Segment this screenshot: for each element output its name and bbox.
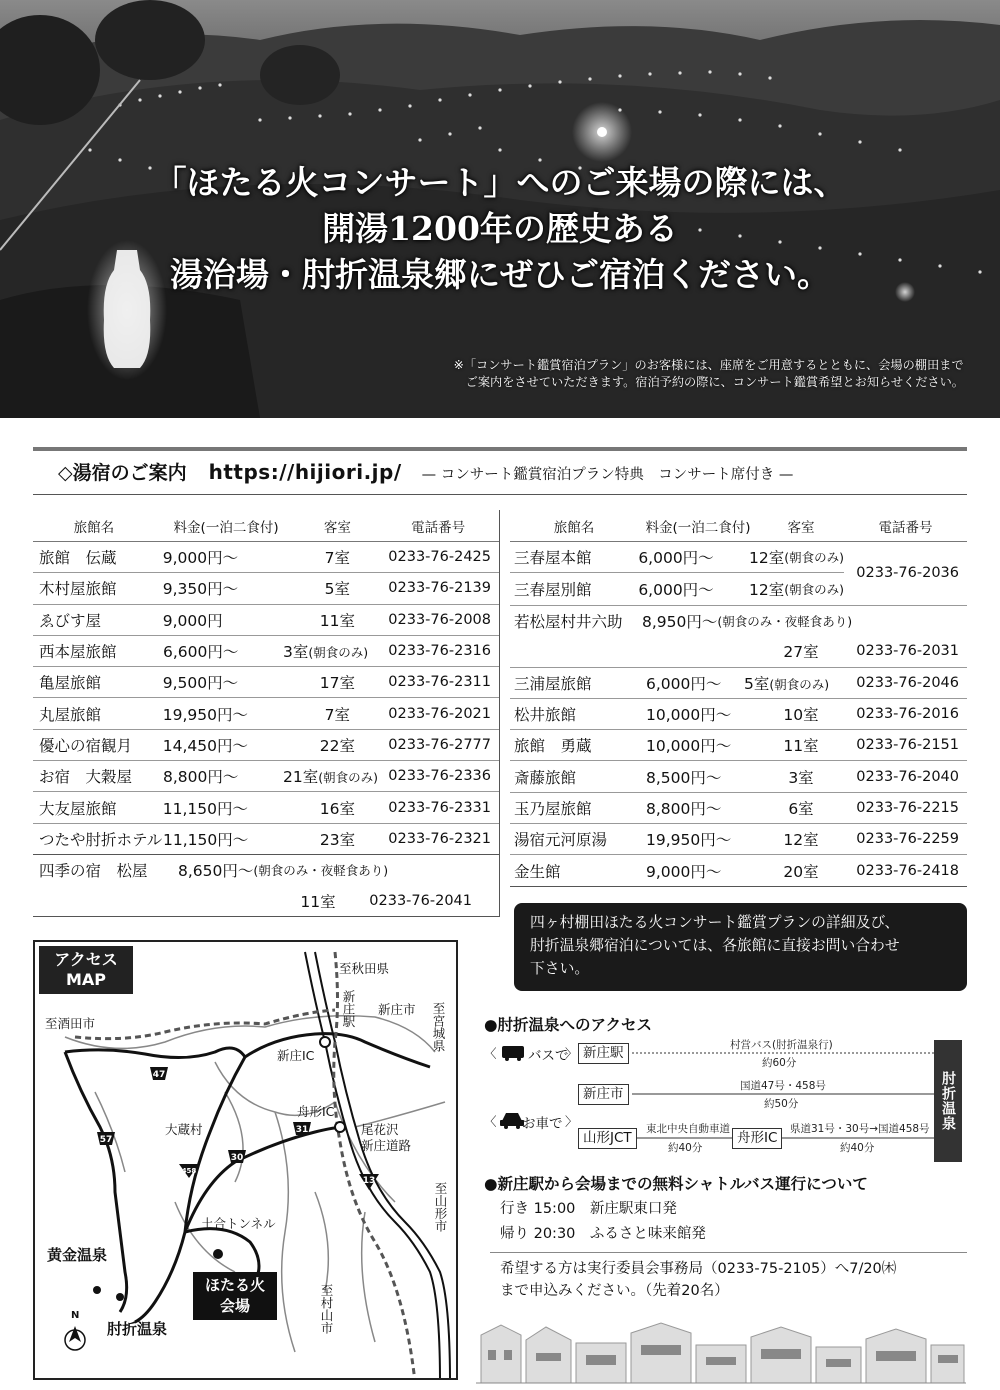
inn-price: 6,000円〜 xyxy=(646,674,722,693)
inn-name: 若松屋村井六助 xyxy=(514,612,623,631)
inn-tel: 0233-76-2777 xyxy=(388,736,491,753)
inn-rooms: 11室 xyxy=(300,892,336,911)
header-price: 料金(一泊二食付) xyxy=(173,519,279,536)
inn-name: 斎藤旅館 xyxy=(514,768,577,787)
map-label-shinjo-ic: 新庄IC xyxy=(277,1048,315,1063)
map-label-funagata-ic: 舟形IC xyxy=(297,1104,335,1119)
inn-name: 優心の宿観月 xyxy=(39,736,133,755)
inn-tel: 0233-76-2321 xyxy=(388,830,491,847)
inn-table-header xyxy=(33,510,499,542)
shinjo-station-box: 新庄駅 xyxy=(578,1043,629,1064)
inn-name: 三春屋別館 xyxy=(514,580,592,599)
inn-price: 9,000円〜 xyxy=(646,862,722,881)
inn-rooms: 12室 xyxy=(783,831,819,850)
apply-line-2: まで申込みください。（先着20名） xyxy=(500,1283,729,1299)
inn-rooms-with-note xyxy=(283,765,377,787)
city-route-text: 国道47号・458号 xyxy=(740,1080,826,1092)
shuttle-back: 帰り 20:30 ふるさと味来館発 xyxy=(500,1226,706,1242)
shinjo-city-box: 新庄市 xyxy=(578,1084,629,1105)
inn-table-right xyxy=(510,510,967,887)
shuttle-times xyxy=(500,1197,706,1247)
inn-name: 湯宿元河原湯 xyxy=(514,831,608,850)
bus-open-bracket: 〈 xyxy=(484,1046,497,1061)
inn-note: (朝食のみ・夜軽食あり) xyxy=(717,613,853,629)
route-57-label: 57 xyxy=(99,1135,113,1145)
header-tel: 電話番号 xyxy=(878,519,933,536)
inn-price: 8,650円〜 xyxy=(178,862,254,881)
inn-price: 11,150円〜 xyxy=(163,830,249,849)
section-top-bar xyxy=(33,447,967,451)
inn-name: 木村屋旅館 xyxy=(39,580,117,599)
hero-headline-line-1: 「ほたる火コンサート」へのご来場の際には、 xyxy=(153,163,847,202)
table-row xyxy=(510,761,967,792)
table-row xyxy=(33,792,499,823)
table-row xyxy=(33,636,499,667)
shuttle-title: ●新庄駅から会場までの無料シャトルバス運行について xyxy=(484,1175,868,1193)
table-row xyxy=(33,605,499,636)
map-label-okura: 大蔵村 xyxy=(165,1122,203,1137)
inn-price: 10,000円〜 xyxy=(646,737,732,756)
hero-note-line-1: ※「コンサート鑑賞宿泊プラン」のお客様には、座席をご用意するとともに、会場の棚田まで xyxy=(453,358,964,372)
table-row xyxy=(510,699,967,730)
inn-tel: 0233-76-2008 xyxy=(388,611,491,628)
table-row-line-1 xyxy=(33,859,499,881)
inn-rooms: 3室 xyxy=(283,643,309,662)
inn-rooms: 27室 xyxy=(783,643,819,662)
table-row xyxy=(510,824,967,855)
map-badge-line-2: MAP xyxy=(65,970,107,989)
inn-price: 9,000円〜 xyxy=(162,549,239,568)
inn-name: ゑびす屋 xyxy=(39,611,102,630)
venue-label xyxy=(193,1272,277,1320)
bus-close-bracket: 〉 xyxy=(565,1046,578,1061)
table-row xyxy=(510,793,967,824)
map-label-akita: 至秋田県 xyxy=(339,961,390,976)
inn-section-subtitle: — コンサート鑑賞宿泊プラン特典 コンサート席付き — xyxy=(421,467,794,483)
inn-name: 丸屋旅館 xyxy=(39,705,102,724)
inn-tel: 0233-76-2331 xyxy=(388,799,491,816)
inn-rooms: 12室 xyxy=(749,549,785,568)
inn-name: 玉乃屋旅館 xyxy=(514,799,592,818)
apply-line-1: 希望する方は実行委員会事務局（0233-75-2105）へ7/20㈭ xyxy=(500,1261,897,1277)
access-title: ●肘折温泉へのアクセス xyxy=(484,1016,653,1034)
inn-price: 10,000円〜 xyxy=(646,706,732,725)
inn-table-left xyxy=(33,510,500,917)
table-row xyxy=(33,698,499,729)
inn-name: 松井旅館 xyxy=(514,706,577,725)
inn-note: (朝食のみ) xyxy=(308,645,369,661)
shuttle-divider xyxy=(490,1252,967,1253)
inn-tel: 0233-76-2336 xyxy=(388,768,491,785)
inn-name: 旅館 伝蔵 xyxy=(39,549,117,568)
table-row xyxy=(510,542,844,573)
bus-route-text: 村営バス(肘折温泉行) xyxy=(730,1039,833,1051)
ic-time-text: 約40分 xyxy=(840,1142,875,1154)
table-row xyxy=(33,730,499,761)
map-label-sakata: 至酒田市 xyxy=(45,1016,96,1031)
inn-rooms: 3室 xyxy=(788,768,814,787)
inn-tel: 0233-76-2021 xyxy=(388,705,491,722)
yamagata-jct-box: 山形JCT xyxy=(578,1128,637,1149)
inn-rooms: 22室 xyxy=(319,736,355,755)
map-label-hijiori-onsen: 肘折温泉 xyxy=(107,1320,168,1338)
inn-price: 9,500円〜 xyxy=(162,674,239,693)
inn-rooms: 17室 xyxy=(319,674,355,693)
car-close-bracket: 〉 xyxy=(565,1114,578,1129)
table-row xyxy=(510,573,844,604)
inn-tel: 0233-76-2040 xyxy=(856,768,959,785)
route-458-label: 458 xyxy=(181,1167,197,1175)
inn-note: (朝食のみ) xyxy=(784,581,844,597)
table-row xyxy=(33,542,499,573)
hero-headline-line-3: 湯治場・肘折温泉郷にぜひご宿泊ください。 xyxy=(170,255,830,294)
inn-rooms: 11室 xyxy=(319,611,355,630)
inn-price: 8,800円〜 xyxy=(163,768,239,787)
inn-tel: 0233-76-2425 xyxy=(388,549,491,566)
north-label: N xyxy=(71,1310,80,1321)
table-row xyxy=(510,668,967,699)
inn-rooms: 5室 xyxy=(744,674,770,693)
table-row xyxy=(33,573,499,604)
destination-hijiori-box: 肘折温泉 xyxy=(934,1040,962,1162)
inn-rooms: 11室 xyxy=(783,737,819,756)
shuttle-apply-info xyxy=(500,1258,896,1302)
route-31-label: 31 xyxy=(295,1125,309,1135)
inn-rooms: 12室 xyxy=(749,580,785,599)
map-label-murayama: 至村山市 xyxy=(319,1284,334,1334)
inn-tel: 0233-76-2046 xyxy=(856,674,959,691)
inn-name: 三春屋本館 xyxy=(514,549,592,568)
bus-time-text: 約60分 xyxy=(762,1057,797,1069)
table-row-line-2 xyxy=(510,640,967,662)
inn-price: 6,000円〜 xyxy=(638,580,714,599)
jct-route-text: 東北中央自動車道 xyxy=(646,1123,730,1135)
inn-note: (朝食のみ) xyxy=(769,676,830,692)
inn-section-header xyxy=(58,458,793,485)
car-label: お車で xyxy=(522,1116,563,1132)
inn-rooms-with-note xyxy=(283,640,377,662)
hero-note xyxy=(454,357,964,391)
hero-headline-line-2: 開湯1200年の歴史ある xyxy=(322,209,678,248)
map-label-miyagi: 至宮城県 xyxy=(431,1002,446,1052)
route-47-label: 47 xyxy=(152,1070,166,1080)
inn-price: 8,500円〜 xyxy=(646,768,722,787)
inn-name: お宿 大穀屋 xyxy=(39,768,133,787)
inn-rows-right xyxy=(510,668,967,887)
inn-table-header xyxy=(510,510,967,542)
inn-note: (朝食のみ・夜軽食あり) xyxy=(253,863,389,879)
inn-rooms: 16室 xyxy=(319,799,355,818)
notice-line-3: 下さい。 xyxy=(530,960,590,977)
inn-name: 大友屋旅館 xyxy=(39,799,117,818)
inn-rooms: 21室 xyxy=(283,768,319,787)
inn-tel: 0233-76-2311 xyxy=(388,674,491,691)
inn-price: 9,000円 xyxy=(162,611,223,630)
inn-price: 8,950円〜 xyxy=(642,612,718,631)
venue-line-1: ほたる火 xyxy=(204,1276,265,1294)
inn-price: 6,000円〜 xyxy=(638,549,714,568)
hijiori-url-link[interactable]: https://hijiori.jp/ xyxy=(208,460,402,484)
map-label-yamagata: 至山形市 xyxy=(433,1182,448,1232)
inn-name: 四季の宿 松屋 xyxy=(39,862,148,881)
inn-note: (朝食のみ) xyxy=(784,550,844,566)
inn-rooms: 5室 xyxy=(324,580,351,599)
inn-name: 亀屋旅館 xyxy=(39,674,102,693)
inn-name: 西本屋旅館 xyxy=(39,643,117,662)
inn-tel: 0233-76-2151 xyxy=(856,737,959,754)
inn-tel: 0233-76-2041 xyxy=(369,892,472,909)
map-label-kogane-onsen: 黄金温泉 xyxy=(47,1246,108,1264)
merged-rows-block xyxy=(510,542,967,606)
inn-tel: 0233-76-2418 xyxy=(856,862,959,879)
car-open-bracket: 〈 xyxy=(484,1114,497,1129)
table-row xyxy=(33,667,499,698)
funagata-ic-box: 舟形IC xyxy=(732,1128,782,1149)
inn-rooms-with-note xyxy=(744,672,844,694)
header-price: 料金(一泊二食付) xyxy=(645,519,751,536)
inn-rooms: 7室 xyxy=(324,705,351,724)
inquiry-notice xyxy=(514,903,967,991)
venue-line-2: 会場 xyxy=(219,1297,250,1315)
inn-price: 14,450円〜 xyxy=(162,736,248,755)
inn-price: 9,350円〜 xyxy=(162,580,239,599)
inn-rows-left xyxy=(33,542,499,855)
header-name: 旅館名 xyxy=(73,519,115,536)
inn-rooms: 7室 xyxy=(324,549,351,568)
inn-tel: 0233-76-2016 xyxy=(856,706,959,723)
inn-name: つたや肘折ホテル xyxy=(39,830,163,849)
table-row xyxy=(510,730,967,761)
inn-price: 6,600円〜 xyxy=(163,643,239,662)
header-rooms: 客室 xyxy=(787,519,815,536)
inn-note: (朝食のみ) xyxy=(318,770,378,786)
inn-rooms: 10室 xyxy=(783,706,819,725)
route-30-label: 30 xyxy=(230,1153,244,1163)
ic-route-text: 県道31号・30号→国道458号 xyxy=(790,1123,930,1135)
notice-line-1: 四ヶ村棚田ほたる火コンサート鑑賞プランの詳細及び、 xyxy=(530,914,900,931)
inn-rooms: 23室 xyxy=(319,830,356,849)
table-row-line-1 xyxy=(510,610,967,632)
inn-price: 8,800円〜 xyxy=(646,799,722,818)
route-13-label: 13 xyxy=(362,1176,376,1186)
hero-photo xyxy=(0,0,1000,418)
inn-tel: 0233-76-2036 xyxy=(856,565,959,582)
hero-note-line-2: ご案内をさせていただきます。宿泊予約の際に、コンサート鑑賞希望とお知らせください。 xyxy=(465,375,964,389)
inn-name: 旅館 勇蔵 xyxy=(514,737,592,756)
shuttle-go: 行き 15:00 新庄駅東口発 xyxy=(500,1201,677,1217)
map-label-obanazawa: 尾花沢 新庄道路 xyxy=(361,1122,412,1153)
table-row xyxy=(510,855,967,886)
city-time-text: 約50分 xyxy=(764,1098,799,1110)
inn-name: 三浦屋旅館 xyxy=(514,674,592,693)
inn-price: 19,950円〜 xyxy=(646,831,732,850)
hero-headline xyxy=(0,160,1000,298)
inn-rooms: 6室 xyxy=(788,799,814,818)
table-row xyxy=(33,761,499,792)
inn-price: 11,150円〜 xyxy=(162,799,248,818)
inn-tel: 0233-76-2316 xyxy=(388,643,491,660)
table-row xyxy=(33,855,499,917)
table-row xyxy=(33,824,499,855)
table-row-line-2 xyxy=(33,890,499,912)
section-divider xyxy=(33,494,967,495)
access-map-badge xyxy=(39,946,133,994)
map-label-tunnel: 土合トンネル xyxy=(201,1216,276,1231)
inn-tel: 0233-76-2139 xyxy=(388,580,491,597)
inn-tel: 0233-76-2259 xyxy=(856,831,959,848)
inn-price: 19,950円〜 xyxy=(162,705,248,724)
map-label-shinjo-city: 新庄市 xyxy=(378,1002,416,1017)
header-tel: 電話番号 xyxy=(411,519,466,536)
map-badge-line-1: アクセス xyxy=(54,950,118,969)
map-label-shinjo-station: 新庄駅 xyxy=(341,990,356,1028)
hot-spring-town-illustration xyxy=(476,1315,966,1385)
access-map xyxy=(33,940,458,1380)
table-row xyxy=(510,606,967,668)
header-name: 旅館名 xyxy=(553,519,595,536)
jct-time-text: 約40分 xyxy=(668,1142,703,1154)
header-rooms: 客室 xyxy=(323,519,351,536)
inn-section-title: ◇湯宿のご案内 xyxy=(58,462,187,484)
inn-name: 金生館 xyxy=(514,862,561,881)
notice-line-2: 肘折温泉郷宿泊については、各旅館に直接お問い合わせ xyxy=(530,937,900,954)
inn-tel: 0233-76-2215 xyxy=(856,799,959,816)
bus-label: バスで xyxy=(528,1048,569,1064)
inn-rooms: 20室 xyxy=(783,862,819,881)
inn-tel: 0233-76-2031 xyxy=(856,643,959,660)
merged-rows xyxy=(510,542,844,605)
